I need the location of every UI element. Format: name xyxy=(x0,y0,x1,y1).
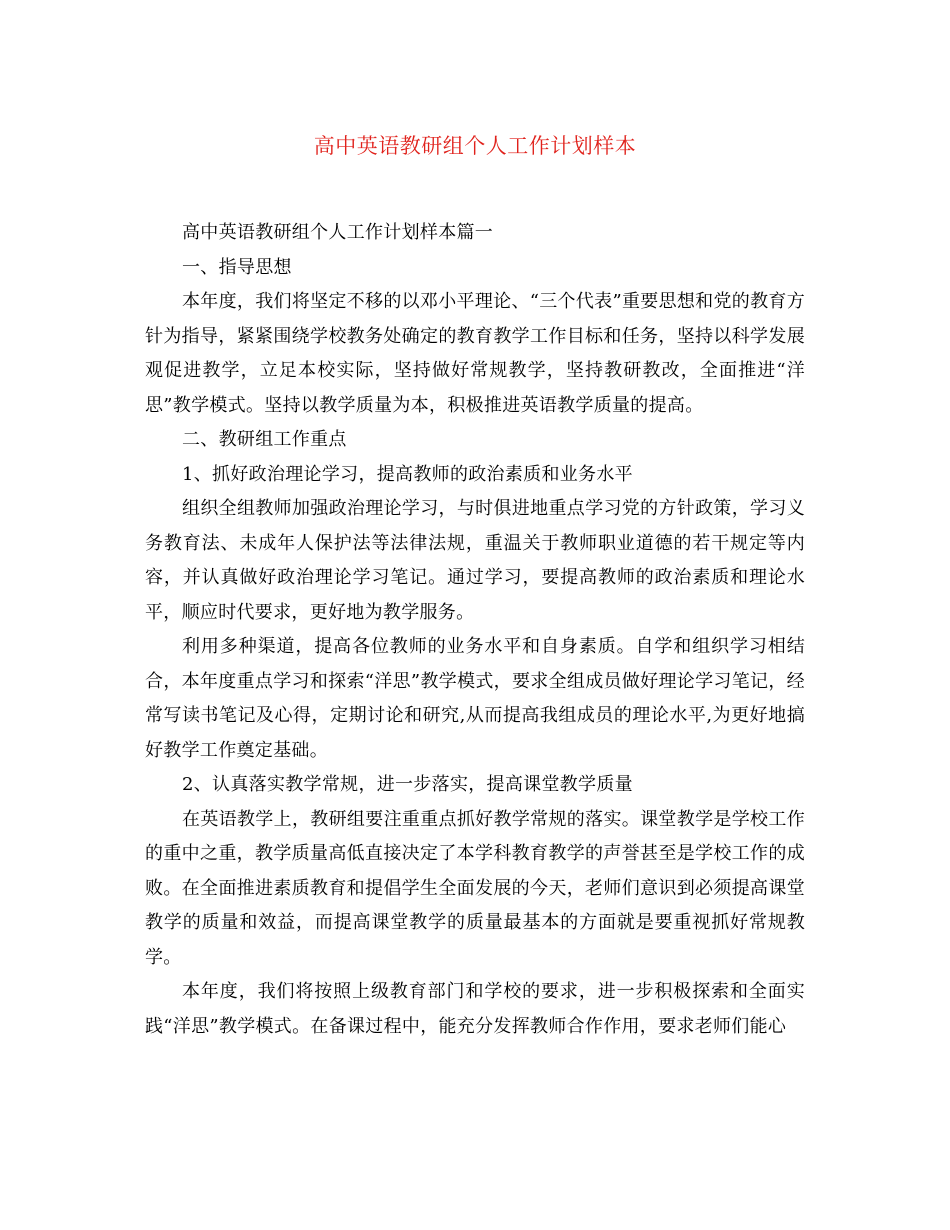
document-body xyxy=(145,216,805,1044)
paragraph-subheading-1: 1、抓好政治理论学习，提高教师的政治素质和业务水平 xyxy=(182,463,633,485)
paragraph: 本年度，我们将按照上级教育部门和学校的要求，进一步积极探索和全面实践“洋思”教学模式。在备课过程中，能充分发挥教师合作作用，要求老师们能心 xyxy=(145,981,805,1037)
paragraph-section-heading: 高中英语教研组个人工作计划样本篇一 xyxy=(182,222,494,243)
document-title: 高中英语教研组个人工作计划样本 xyxy=(313,134,637,158)
paragraph-heading-guiding-thought: 一、指导思想 xyxy=(182,256,292,278)
paragraph: 利用多种渠道，提高各位教师的业务水平和自身素质。自学和组织学习相结合，本年度重点学习和探索“洋思”教学模式，要求全组成员做好理论学习笔记，经常写读书笔记及心得，定期讨论和研究,从而提高我组成员的理论水平,为更好地搞好教学工作奠定基础。 xyxy=(145,636,805,761)
paragraph: 本年度，我们将坚定不移的以邓小平理论、“三个代表”重要思想和党的教育方针为指导，紧紧围绕学校教务处确定的教育教学工作目标和任务，坚持以科学发展观促进教学，立足本校实际，坚持做好常规教学，坚持教研教改，全面推进“洋思”教学模式。坚持以教学质量为本，积极推进英语教学质量的提高。 xyxy=(145,291,805,416)
paragraph: 在英语教学上，教研组要注重重点抓好教学常规的落实。课堂教学是学校工作的重中之重，教学质量高低直接决定了本学科教育教学的声誉甚至是学校工作的成败。在全面推进素质教育和提倡学生全面发展的今天，老师们意识到必须提高课堂教学的质量和效益，而提高课堂教学的质量最基本的方面就是要重视抓好常规教学。 xyxy=(145,808,805,968)
paragraph-heading-work-focus: 二、教研组工作重点 xyxy=(182,429,347,450)
paragraph: 组织全组教师加强政治理论学习，与时俱进地重点学习党的方针政策，学习义务教育法、未成年人保护法等法律法规，重温关于教师职业道德的若干规定等内容，并认真做好政治理论学习笔记。通过学习，要提高教师的政治素质和理论水平，顺应时代要求，更好地为教学服务。 xyxy=(145,498,805,623)
paragraph-subheading-2: 2、认真落实教学常规，进一步落实，提高课堂教学质量 xyxy=(182,774,633,795)
